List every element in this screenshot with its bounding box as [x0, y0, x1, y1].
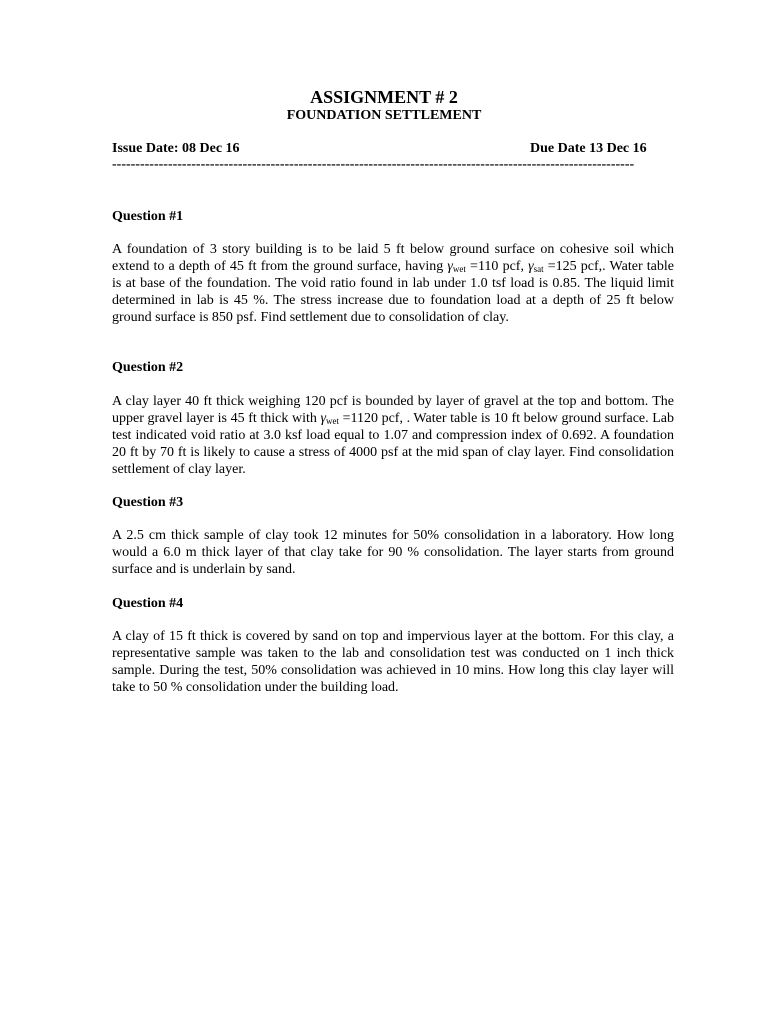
issue-date: Issue Date: 08 Dec 16 [112, 141, 240, 156]
question-1-heading: Question #1 [112, 209, 184, 224]
question-2-part1: A clay layer 40 ft thick weighing 120 pcf is bounded by layer of gravel at the top and bottom. The upper gravel layer is 45 ft thick with [112, 394, 674, 426]
question-2-part2: =1120 pcf, . Water table is 10 ft below ground surface. Lab test indicated void ratio at 3.0 ksf load equal to 1.07 and compression index of 0.692. A foundation 20 ft by 70 ft is likely to cause a stress of 4000 psf at the mid span of clay layer. Find consolidation settlement of clay layer. [112, 411, 674, 477]
question-1-part3: =125 pcf,. Water table is at base of the foundation. The void ratio found in lab under 1.0 tsf load is 0.85. The liquid limit determined in lab is 45 %. The stress increase due to foundation load at a depth of 25 ft below ground surface is 850 psf. Find settlement due to consolidation of clay. [112, 259, 674, 325]
separator-line: ---------------------------------------------------------------------------------------------------------------- [112, 157, 635, 172]
question-2-text [112, 393, 674, 478]
due-date: Due Date 13 Dec 16 [530, 141, 647, 156]
question-3-heading: Question #3 [112, 495, 184, 510]
question-1-part1: A foundation of 3 story building is to be laid 5 ft below ground surface on cohesive soil which extend to a depth of 45 ft from the ground surface, having [112, 242, 674, 274]
gamma-subscript: sat [533, 264, 544, 274]
question-4-heading: Question #4 [112, 596, 184, 611]
gamma-symbol: γ [528, 259, 534, 274]
page-subtitle: FOUNDATION SETTLEMENT [286, 108, 482, 123]
gamma-subscript: wet [452, 264, 466, 274]
question-1-part2: =110 pcf, [465, 259, 529, 274]
page-title: ASSIGNMENT # 2 [310, 87, 458, 107]
gamma-subscript: wet [326, 416, 339, 426]
question-4-text: A clay of 15 ft thick is covered by sand on top and impervious layer at the bottom. For this clay, a representative sample was taken to the lab and consolidation test was conducted on 1 inch thick sample. During the test, 50% consolidation was achieved in 10 mins. How long this clay layer will take to 50 % consolidation under the building load. [112, 629, 674, 695]
question-1-text [112, 241, 674, 326]
question-3-text: A 2.5 cm thick sample of clay took 12 minutes for 50% consolidation in a laboratory. How long would a 6.0 m thick layer of that clay take for 90 % consolidation. The layer starts from ground surface and is underlain by sand. [112, 528, 674, 577]
question-2-heading: Question #2 [112, 360, 184, 375]
gamma-symbol: γ [447, 259, 453, 274]
gamma-symbol: γ [320, 411, 326, 426]
